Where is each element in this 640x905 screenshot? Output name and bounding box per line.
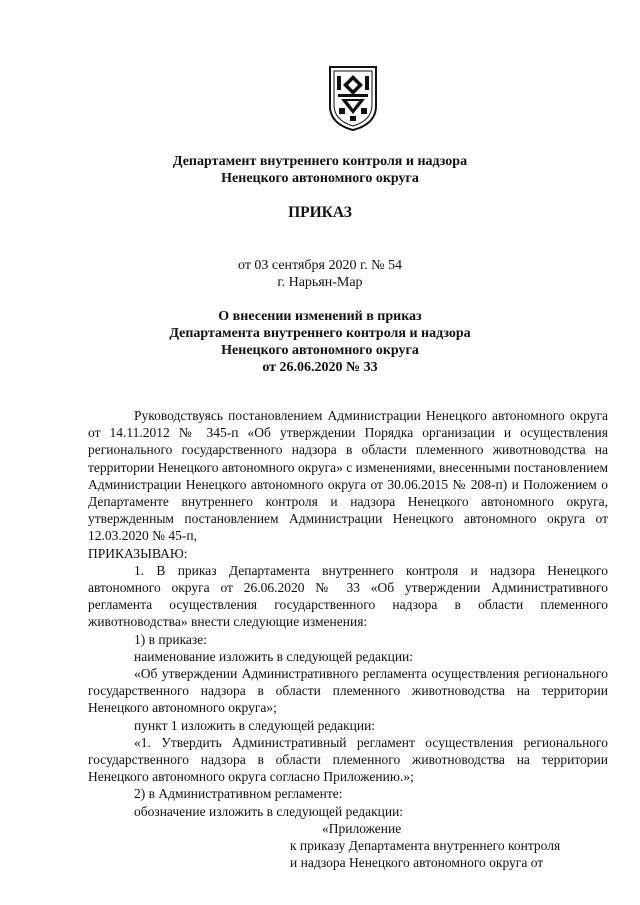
appendix-line: «Приложение bbox=[322, 820, 402, 836]
appendix-header bbox=[290, 820, 608, 872]
document-subject bbox=[0, 308, 640, 376]
department-line-2: Ненецкого автономного округа bbox=[221, 171, 419, 186]
document-type: ПРИКАЗ bbox=[288, 204, 352, 221]
order-word: ПРИКАЗЫВАЮ: bbox=[88, 545, 188, 561]
subject-line: О внесении изменений в приказ bbox=[218, 309, 422, 324]
subject-line: от 26.06.2020 № 33 bbox=[262, 360, 378, 375]
new-name-paragraph: «Об утверждении Административного регламента осуществления регионального государственного надзора в области племенного животноводства на территории Ненецкого автономного округа»; bbox=[88, 666, 608, 716]
designation-paragraph: обозначение изложить в следующей редакции: bbox=[134, 803, 404, 819]
document-body bbox=[88, 407, 608, 871]
document-date: от 03 сентября 2020 г. № 54 bbox=[238, 258, 402, 273]
point-1-paragraph: пункт 1 изложить в следующей редакции: bbox=[134, 717, 376, 733]
item-1-2-paragraph: 2) в Административном регламенте: bbox=[134, 786, 343, 802]
department-header bbox=[0, 153, 640, 187]
department-line-1: Департамент внутреннего контроля и надзора bbox=[172, 154, 468, 169]
appendix-line: и надзора Ненецкого автономного округа от bbox=[290, 855, 544, 871]
document-date-block bbox=[0, 257, 640, 291]
document-city: г. Нарьян-Мар bbox=[277, 275, 363, 290]
subject-line: Ненецкого автономного округа bbox=[221, 343, 419, 358]
item-1-paragraph: 1. В приказ Департамента внутреннего контроля и надзора Ненецкого автономного округа от 26.06.2020 № 33 «Об утверждении Административного регламента осуществления государственного надзора в области племенного животноводства» внести следующие изменения: bbox=[88, 562, 608, 630]
new-point-1-paragraph: «1. Утвердить Административный регламент осуществления регионального государственного надзора в области племенного животноводства на территории Ненецкого автономного округа согласно Приложению.»; bbox=[88, 734, 608, 785]
coat-of-arms-emblem bbox=[327, 64, 379, 132]
subject-line: Департамента внутреннего контроля и надзора bbox=[169, 326, 471, 341]
item-1-1-paragraph: 1) в приказе: bbox=[134, 631, 207, 647]
name-change-paragraph: наименование изложить в следующей редакции: bbox=[134, 648, 414, 664]
preamble-paragraph: Руководствуясь постановлением Администрации Ненецкого автономного округа от 14.11.2012 № 345-п «Об утверждении Порядка организации и осуществления регионального государственного надзора в области племенного животноводства на территории Ненецкого автономного округа» с изменениями, внесенными постановлением Администрации Ненецкого автономного округа от 30.06.2015 № 208-п) и Положением о Департаменте внутреннего контроля и надзора Ненецкого автономного округа, утвержденным постановлением Администрации Ненецкого автономного округа от 12.03.2020 № 45-п, bbox=[88, 408, 608, 544]
appendix-line: к приказу Департамента внутреннего контроля bbox=[290, 838, 561, 854]
